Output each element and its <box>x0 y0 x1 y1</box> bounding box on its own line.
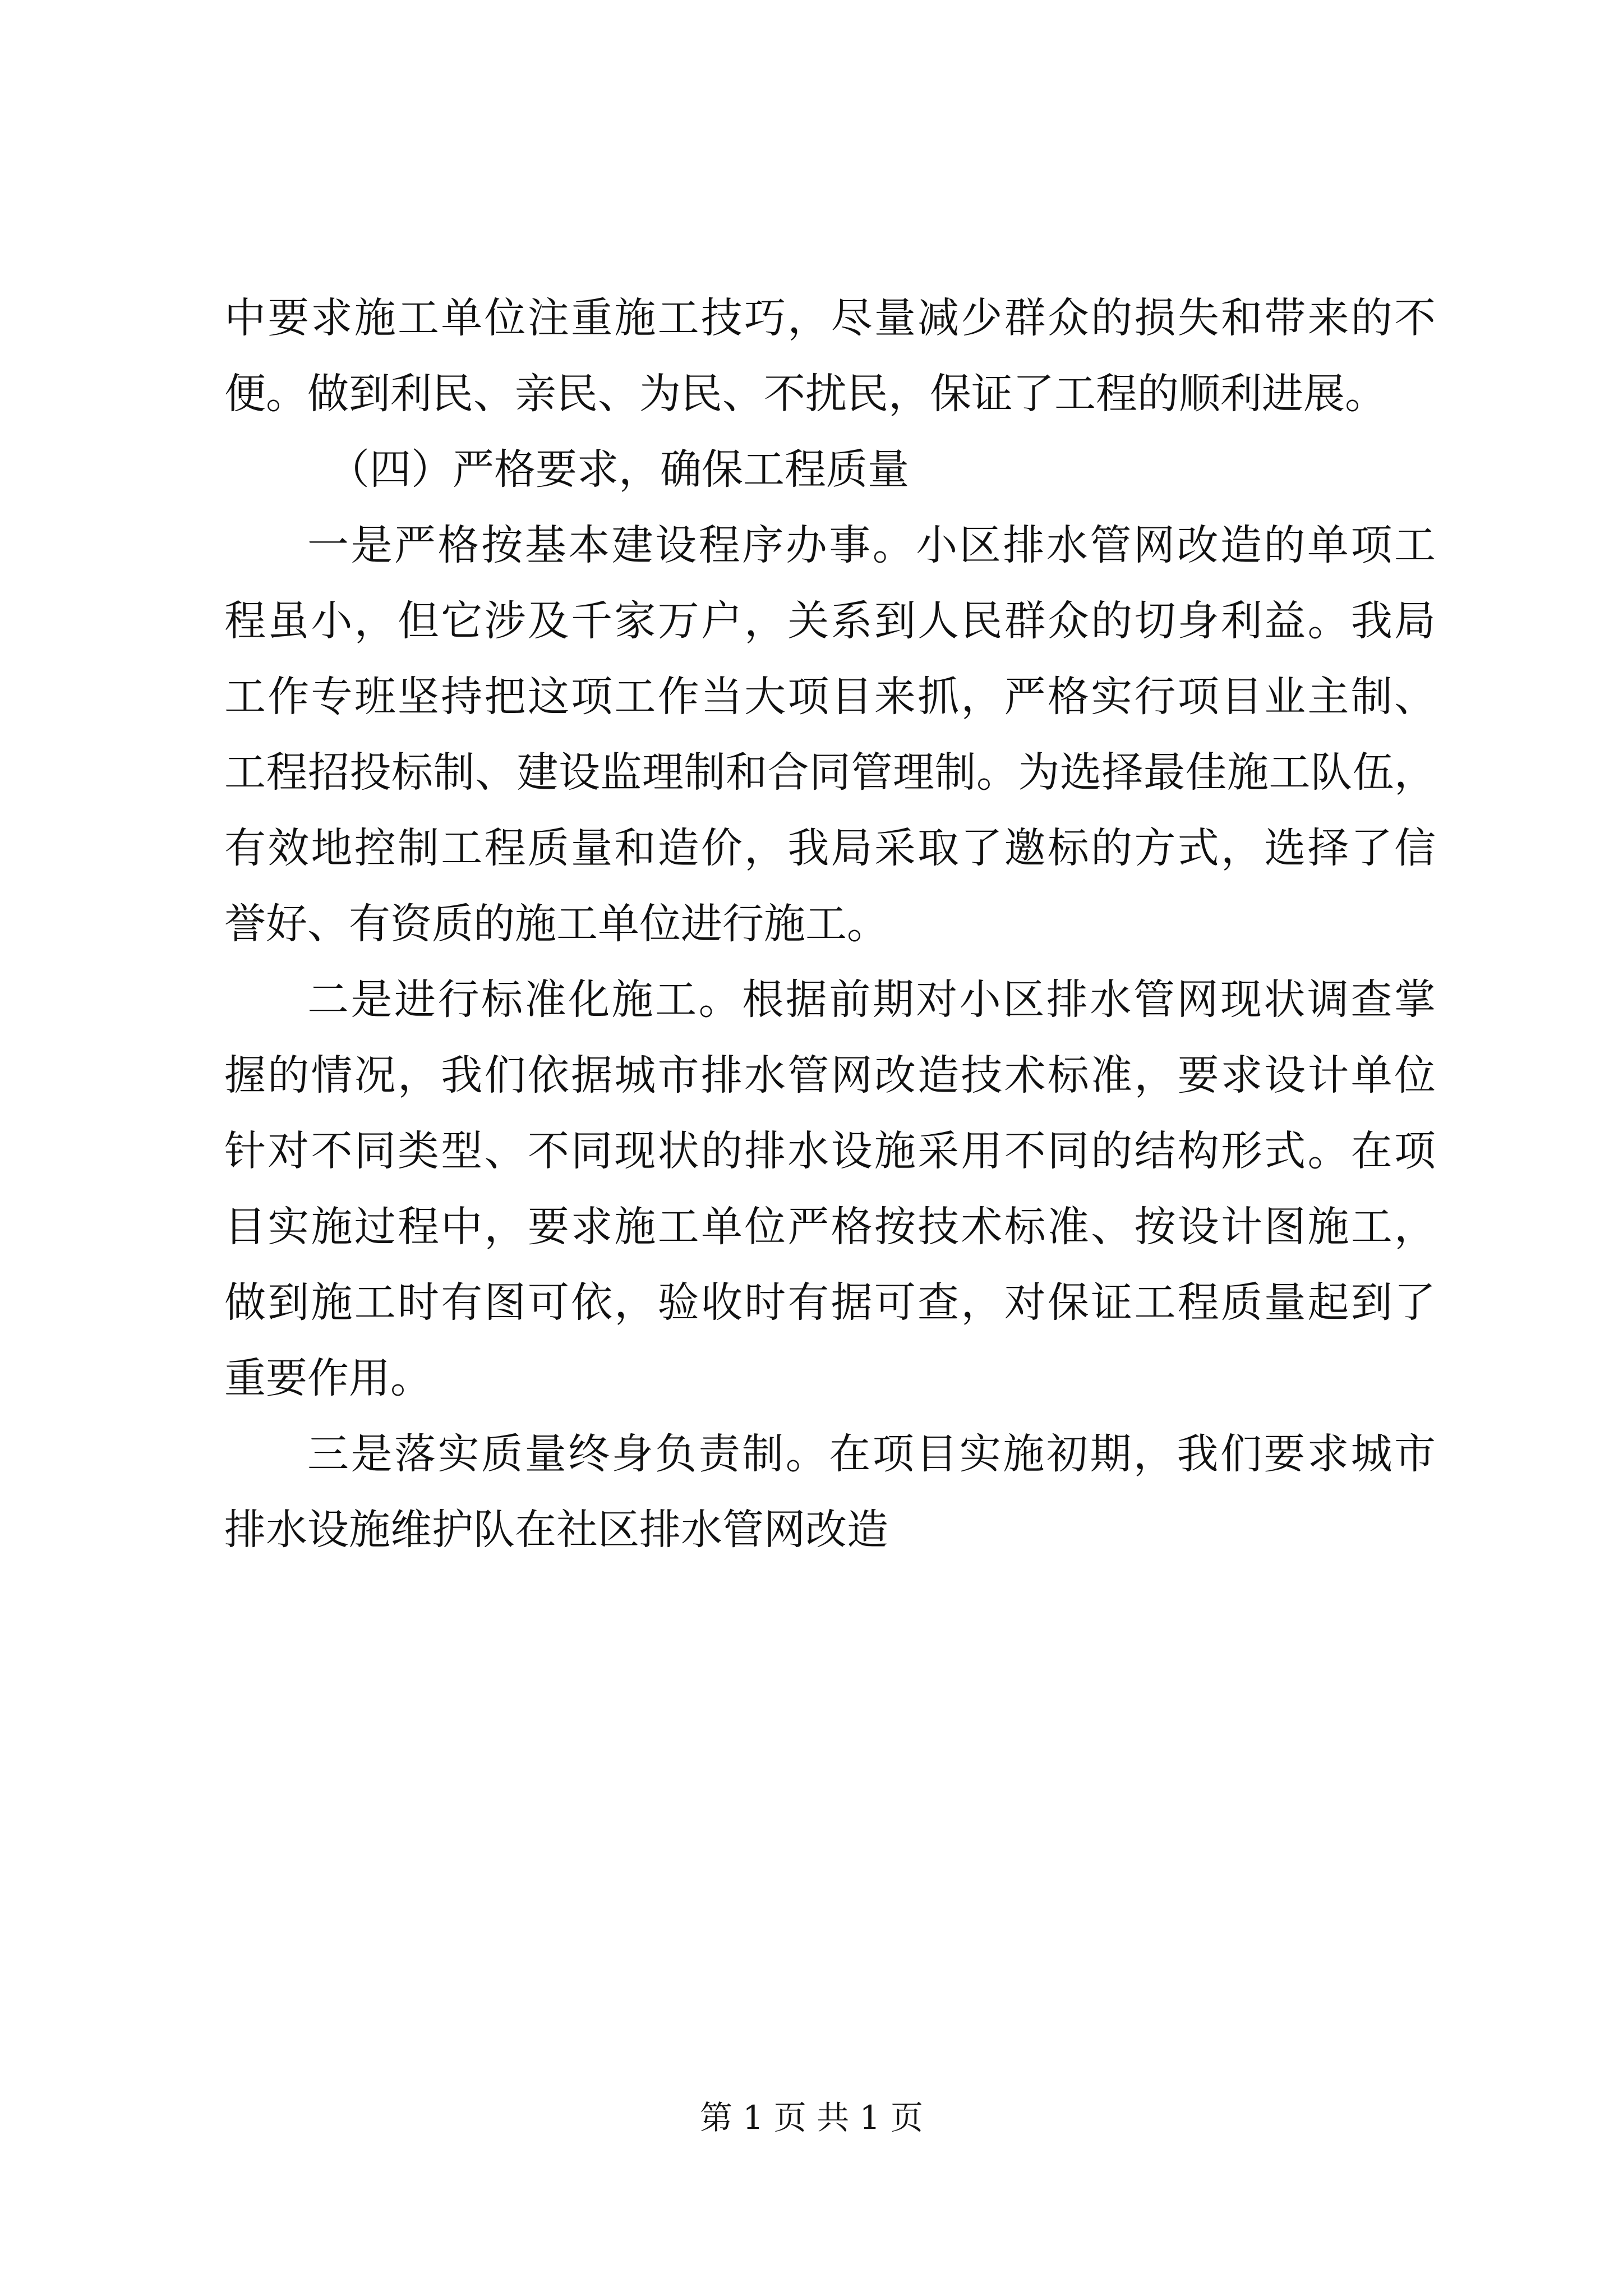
text-line: 誉好、有资质的施工单位进行施工。 <box>224 900 888 948</box>
text-line: 程虽小，但它涉及千家万户，关系到人民群众的切身利益。我局 <box>224 597 1436 645</box>
text-line: 一是严格按基本建设程序办事。小区排水管网改造的单项工 <box>307 521 1436 569</box>
text-line: 有效地控制工程质量和造价，我局采取了邀标的方式，选择了信 <box>224 824 1436 872</box>
text-line: 三是落实质量终身负责制。在项目实施初期，我们要求城市 <box>307 1430 1436 1478</box>
text-line: 排水设施维护队在社区排水管网改造 <box>224 1506 888 1554</box>
text-line: 便。做到利民、亲民、为民、不扰民，保证了工程的顺利进展。 <box>224 370 1386 418</box>
section-heading: （四）严格要求，确保工程质量 <box>328 445 909 494</box>
text-line: 做到施工时有图可依，验收时有据可查，对保证工程质量起到了 <box>224 1278 1436 1327</box>
text-line: 重要作用。 <box>224 1354 432 1402</box>
document-body <box>224 280 1436 1739</box>
text-line: 针对不同类型、不同现状的排水设施采用不同的结构形式。在项 <box>224 1127 1436 1175</box>
page-footer: 第 1 页 共 1 页 <box>700 2099 923 2137</box>
text-line: 目实施过程中，要求施工单位严格按技术标准、按设计图施工， <box>224 1203 1436 1251</box>
text-line: 工程招投标制、建设监理制和合同管理制。为选择最佳施工队伍， <box>224 748 1436 797</box>
text-line: 中要求施工单位注重施工技巧，尽量减少群众的损失和带来的不 <box>224 294 1436 342</box>
text-line: 握的情况，我们依据城市排水管网改造技术标准，要求设计单位 <box>224 1051 1436 1099</box>
text-line: 工作专班坚持把这项工作当大项目来抓，严格实行项目业主制、 <box>224 673 1436 721</box>
text-line: 二是进行标准化施工。根据前期对小区排水管网现状调查掌 <box>307 976 1436 1024</box>
